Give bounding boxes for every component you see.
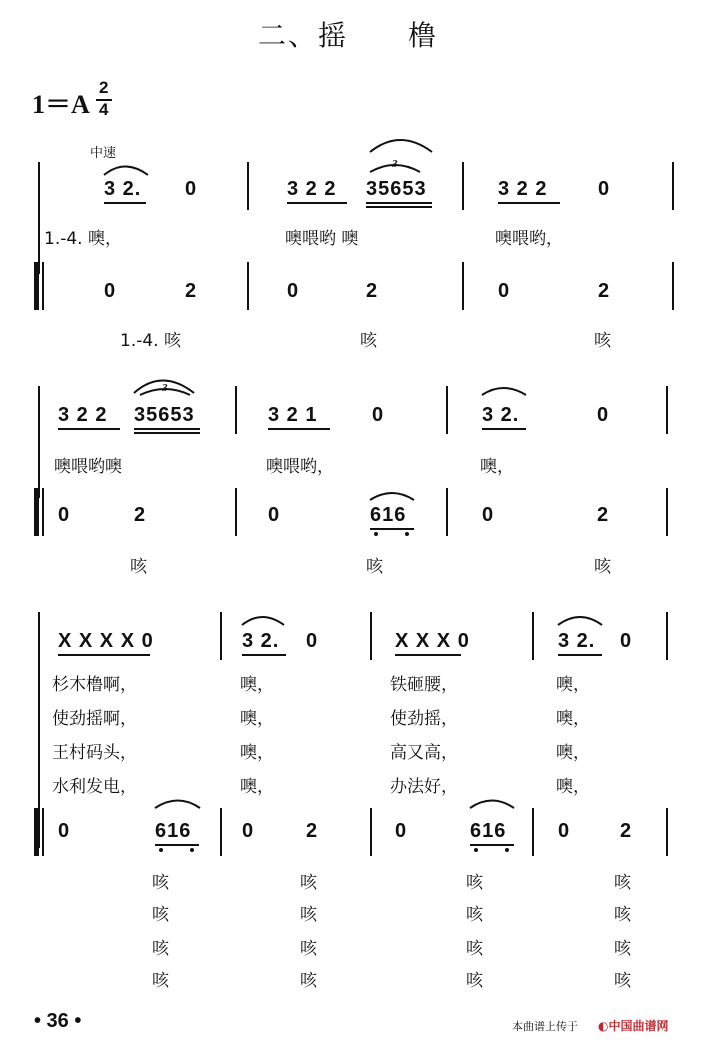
percussion-bracket [34, 488, 39, 536]
verse-lyric: 杉木橹啊， [52, 675, 137, 695]
barline [42, 488, 44, 536]
time-denominator: 4 [99, 100, 109, 119]
lyric: 1.-4. 咳 [120, 331, 181, 351]
underline [470, 844, 514, 846]
barline [247, 162, 249, 210]
note-group: 3 2. [482, 404, 520, 426]
note-group: 3 2 2 [287, 178, 337, 200]
underline [58, 428, 120, 430]
underline [498, 202, 560, 204]
note-rest: 0 [287, 280, 300, 302]
note-rest: 0 [498, 280, 511, 302]
low-octave-dot [159, 848, 163, 852]
note-rest: 0 [598, 178, 611, 200]
low-octave-dot [374, 532, 378, 536]
tie-arc [242, 617, 284, 625]
barline [446, 386, 448, 434]
barline [446, 488, 448, 536]
logo-icon: ◐ [598, 1019, 609, 1033]
triplet-mark: 3 [162, 382, 168, 394]
lyric: 咳 [152, 939, 169, 959]
note-group: 3 2. [104, 178, 142, 200]
verse-lyric: 使劲摇啊， [52, 709, 137, 729]
lyric: 咳 [614, 939, 631, 959]
barline [235, 488, 237, 536]
lyric: 噢， [480, 457, 514, 477]
tie-arc [370, 493, 414, 500]
underline [134, 428, 200, 430]
barline [370, 808, 372, 856]
note: 2 [366, 280, 379, 302]
note-rest: 0 [597, 404, 610, 426]
tie-arc [558, 617, 602, 625]
barline [247, 262, 249, 310]
note-rest: 0 [620, 630, 633, 652]
note-group: X X X X 0 [58, 630, 154, 652]
tempo-marking: 中速 [90, 146, 117, 161]
barline [672, 162, 674, 210]
underline [268, 428, 330, 430]
verse-lyric: 使劲摇， [390, 709, 458, 729]
verse-lyric: 噢， [556, 777, 590, 797]
underline [370, 528, 414, 530]
lyric: 咳 [300, 971, 317, 991]
lyric: 噢喂哟 噢 [285, 229, 359, 249]
note-group: 3 2. [558, 630, 596, 652]
lyric: 噢喂哟， [495, 229, 563, 249]
system-bracket [38, 386, 40, 498]
note-group: 3 2 2 [58, 404, 108, 426]
barline [220, 808, 222, 856]
underline [134, 432, 200, 434]
barline [42, 808, 44, 856]
percussion-bracket [34, 808, 39, 856]
underline [482, 428, 526, 430]
verse-lyric: 噢， [240, 777, 274, 797]
lyric: 咳 [300, 939, 317, 959]
note-group: 3 2 1 [268, 404, 318, 426]
tie-arc [155, 801, 200, 809]
lyric: 咳 [594, 557, 611, 577]
note-group: X X X 0 [395, 630, 470, 652]
note-group: 35653 [366, 178, 427, 200]
note-group: 3 2 2 [498, 178, 548, 200]
barline [462, 162, 464, 210]
note-rest: 0 [185, 178, 198, 200]
barline [370, 612, 372, 660]
underline [366, 202, 432, 204]
note-group: 35653 [134, 404, 195, 426]
lyric: 咳 [466, 971, 483, 991]
barline [42, 262, 44, 310]
note-rest: 0 [58, 504, 71, 526]
note-rest: 0 [242, 820, 255, 842]
lyric: 咳 [152, 905, 169, 925]
verse-lyric: 噢， [556, 743, 590, 763]
note: 2 [597, 504, 610, 526]
verse-lyric: 噢， [240, 675, 274, 695]
lyric: 咳 [300, 905, 317, 925]
verse-lyric: 噢， [556, 709, 590, 729]
song-title: 二、摇 橹 [258, 19, 439, 52]
system-bracket [38, 162, 40, 274]
low-octave-dot [505, 848, 509, 852]
lyric: 咳 [466, 873, 483, 893]
note-rest: 0 [58, 820, 71, 842]
lyric: 噢喂哟噢 [54, 457, 122, 477]
triplet-mark: 3 [392, 158, 398, 170]
verse-lyric: 噢， [556, 675, 590, 695]
note-rest: 0 [558, 820, 571, 842]
tie-arc [482, 388, 526, 395]
low-octave-dot [474, 848, 478, 852]
lyric: 咳 [614, 905, 631, 925]
verse-lyric: 王村码头， [52, 743, 137, 763]
verse-lyric: 噢， [240, 709, 274, 729]
percussion-bracket [34, 262, 39, 310]
upload-note: 本曲谱上传于 [512, 1020, 578, 1033]
barline [532, 808, 534, 856]
note-group: 616 [470, 820, 507, 842]
barline [220, 612, 222, 660]
tie-arc [104, 167, 148, 176]
lyric: 咳 [360, 331, 377, 351]
site-logo [598, 1017, 669, 1034]
note: 2 [185, 280, 198, 302]
lyric: 1.-4. 噢， [44, 229, 122, 249]
lyric: 咳 [366, 557, 383, 577]
note-rest: 0 [306, 630, 319, 652]
lyric: 咳 [300, 873, 317, 893]
verse-lyric: 噢， [240, 743, 274, 763]
verse-lyric: 水利发电， [52, 777, 137, 797]
note: 2 [306, 820, 319, 842]
note-group: 3 2. [242, 630, 280, 652]
barline [532, 612, 534, 660]
verse-lyric: 高又高， [390, 743, 458, 763]
low-octave-dot [405, 532, 409, 536]
lyric: 咳 [594, 331, 611, 351]
verse-lyric: 办法好， [390, 777, 458, 797]
note-rest: 0 [372, 404, 385, 426]
lyric: 咳 [130, 557, 147, 577]
note-rest: 0 [104, 280, 117, 302]
underline [155, 844, 199, 846]
lyric: 咳 [614, 971, 631, 991]
lyric: 咳 [152, 873, 169, 893]
site-name: 中国曲谱网 [608, 1019, 669, 1033]
lyric: 咳 [466, 905, 483, 925]
lyric: 咳 [614, 873, 631, 893]
underline [287, 202, 347, 204]
barline [666, 386, 668, 434]
underline [558, 654, 602, 656]
note: 2 [620, 820, 633, 842]
time-numerator: 2 [99, 78, 109, 97]
barline [666, 488, 668, 536]
barline [672, 262, 674, 310]
lyric: 噢喂哟， [266, 457, 334, 477]
lyric: 咳 [466, 939, 483, 959]
barline [235, 386, 237, 434]
underline [366, 206, 432, 208]
note: 2 [134, 504, 147, 526]
key-signature: 1＝A [32, 90, 90, 119]
page-number: • 36 • [34, 1010, 82, 1032]
underline [58, 654, 150, 656]
note-group: 616 [155, 820, 192, 842]
lyric: 咳 [152, 971, 169, 991]
underline [242, 654, 286, 656]
slur-arc [370, 140, 432, 152]
low-octave-dot [190, 848, 194, 852]
verse-lyric: 铁砸腰， [390, 675, 458, 695]
barline [462, 262, 464, 310]
barline [666, 612, 668, 660]
note-rest: 0 [395, 820, 408, 842]
tie-arc [470, 801, 514, 809]
note-rest: 0 [482, 504, 495, 526]
note-group: 616 [370, 504, 407, 526]
barline [666, 808, 668, 856]
note: 2 [598, 280, 611, 302]
underline [395, 654, 461, 656]
underline [104, 202, 146, 204]
note-rest: 0 [268, 504, 281, 526]
